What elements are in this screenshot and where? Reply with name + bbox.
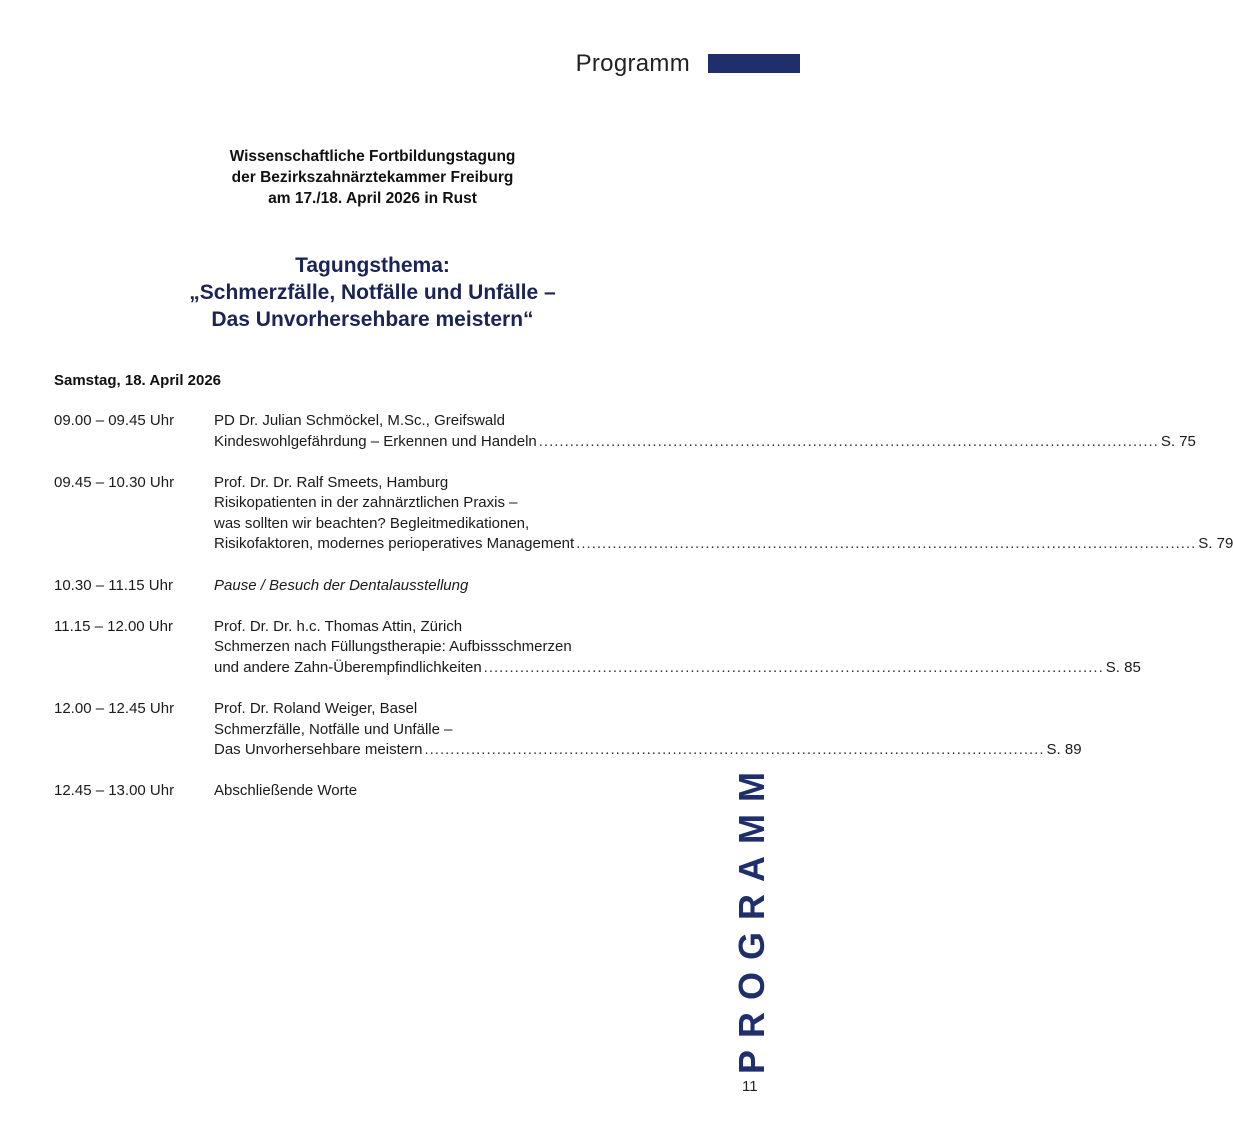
entry-title: Schmerzen nach Füllungstherapie: Aufbissschmerzen: [214, 638, 572, 656]
page-number: 11: [742, 1078, 758, 1095]
intro-line: Wissenschaftliche Fortbildungstagung: [229, 148, 516, 165]
entry-speaker: Prof. Dr. Roland Weiger, Basel: [214, 699, 418, 717]
conference-theme: [0, 252, 745, 333]
side-label-text: PROGRAMM: [731, 760, 772, 1074]
entry-speaker: Prof. Dr. Dr. Ralf Smeets, Hamburg: [214, 473, 449, 491]
program-entry: [54, 411, 1196, 452]
entry-page-ref: S. 85: [1105, 658, 1141, 676]
entry-speaker: Prof. Dr. Dr. h.c. Thomas Attin, Zürich: [214, 617, 463, 635]
entry-title-line: [214, 658, 1141, 679]
program-entry: [54, 699, 1082, 761]
entry-time: 09.00 – 09.45 Uhr: [54, 412, 175, 429]
dot-leader: [539, 432, 1159, 453]
entry-page-ref: S. 89: [1046, 741, 1082, 759]
theme-line: Das Unvorhersehbare meistern“: [211, 308, 534, 331]
entry-time: 12.00 – 12.45 Uhr: [54, 699, 175, 717]
entry-description: [214, 699, 1082, 761]
entry-title-line: [214, 740, 1082, 761]
entry-title: und andere Zahn-Überempfindlichkeiten: [214, 658, 482, 676]
dot-leader: [484, 658, 1104, 679]
entry-description: [214, 411, 1196, 452]
program-entry: [54, 617, 1141, 679]
entry-description: [214, 617, 1141, 679]
entry-speaker: PD Dr. Julian Schmöckel, M.Sc., Greifswald: [214, 412, 505, 429]
entry-title: Das Unvorhersehbare meistern: [214, 741, 423, 759]
header-accent-bar: [708, 54, 800, 73]
entry-title: Kindeswohlgefährdung – Erkennen und Handeln: [214, 432, 537, 450]
entry-speaker: Abschließende Worte: [214, 782, 358, 800]
entry-break-note: Pause / Besuch der Dentalausstellung: [214, 576, 469, 594]
entry-time: 10.30 – 11.15 Uhr: [54, 576, 173, 594]
entry-page-ref: S. 79: [1198, 535, 1233, 553]
entry-page-ref: S. 75: [1160, 432, 1196, 450]
event-intro: [0, 146, 745, 209]
dot-leader: [576, 534, 1196, 555]
theme-line: Tagungsthema:: [295, 254, 450, 277]
intro-line: am 17./18. April 2026 in Rust: [268, 190, 477, 207]
entry-time: 11.15 – 12.00 Uhr: [54, 617, 173, 635]
intro-line: der Bezirkszahnärztekammer Freiburg: [231, 169, 514, 186]
entry-title: was sollten wir beachten? Begleitmedikationen,: [214, 514, 530, 532]
theme-line: „Schmerzfälle, Notfälle und Unfälle –: [189, 281, 556, 304]
entry-title: Schmerzfälle, Notfälle und Unfälle –: [214, 720, 453, 738]
entry-time: 09.45 – 10.30 Uhr: [54, 473, 175, 491]
program-entry: [54, 781, 694, 802]
entry-time: 12.45 – 13.00 Uhr: [54, 782, 175, 800]
day-heading: Samstag, 18. April 2026: [54, 372, 222, 389]
side-section-label: [727, 760, 777, 1074]
entry-description: [214, 473, 1233, 555]
program-entry: [54, 473, 1233, 555]
entry-title-line: [214, 432, 1196, 453]
program-list: [54, 411, 1233, 822]
entry-title: Risikofaktoren, modernes perioperatives Management: [214, 535, 575, 553]
program-entry: [54, 576, 694, 597]
entry-title-line: [214, 534, 1233, 555]
header-title: Programm: [575, 50, 690, 77]
entry-title: Risikopatienten in der zahnärztlichen Praxis –: [214, 494, 518, 512]
dot-leader: [424, 740, 1044, 761]
